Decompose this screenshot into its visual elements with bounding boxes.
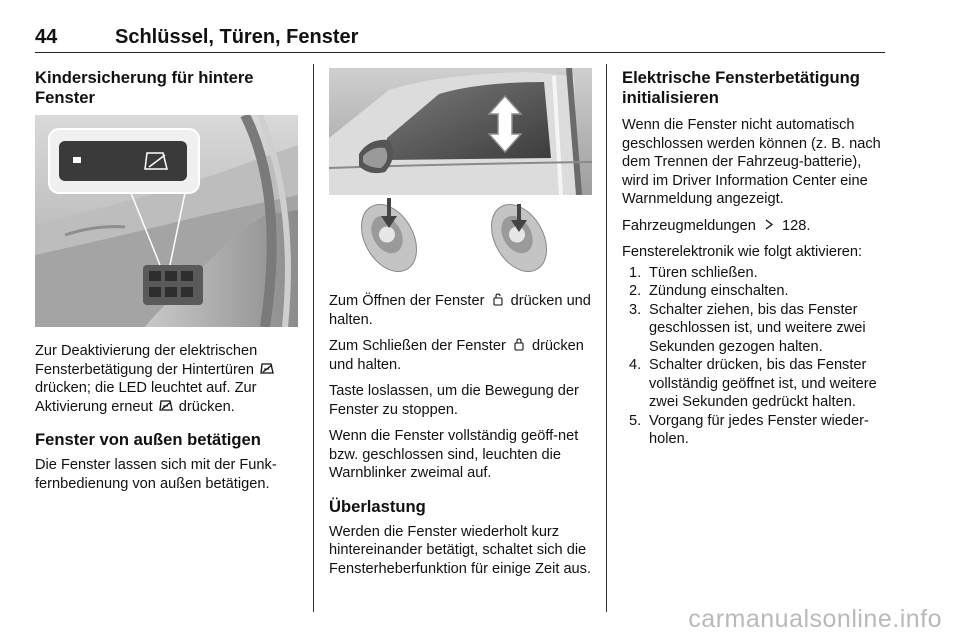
paragraph (329, 292, 593, 329)
step-text: Schalter ziehen, bis das Fenster geschlossen ist, und weitere zwei Sekunden gezogen halten. (649, 301, 866, 355)
child-window-lock-icon (159, 399, 173, 412)
step-number: 5. (629, 412, 642, 429)
paragraph (35, 342, 303, 416)
paragraph: Die Fenster lassen sich mit der Funk-fernbedienung von außen betätigen. (35, 457, 277, 492)
paragraph-text: Zum Öffnen der Fenster (329, 293, 485, 309)
section-heading: Kindersicherung für hintere Fenster (35, 68, 254, 107)
column-1 (35, 68, 301, 116)
page-number: 44 (35, 26, 58, 48)
paragraph-text: drücken und halten. (329, 293, 591, 328)
section-heading: Elektrische Fensterbetätigung initialisieren (622, 68, 860, 107)
step-number: 4. (629, 357, 642, 373)
list-item (622, 412, 887, 449)
paragraph: Fensterelektronik wie folgt aktivieren: (622, 244, 863, 260)
paragraph-text: drücken; die LED leuchtet auf. Zur Aktivierung erneut (35, 380, 257, 415)
section-subheading: Fenster von außen betätigen (35, 430, 261, 449)
watermark: carmanualsonline.info (688, 605, 942, 633)
paragraph (622, 217, 887, 236)
section-subheading: Überlastung (329, 496, 426, 516)
column-divider (606, 64, 607, 612)
car-window-drawing (329, 68, 592, 195)
step-text: Schalter drücken, bis das Fenster vollständig geöffnet ist, und weitere zwei Sekunden gedrückt halten. (649, 357, 877, 410)
paragraph-text: Fahrzeugmeldungen (622, 217, 756, 234)
paragraph (329, 337, 593, 374)
car-window-illustration (329, 68, 592, 195)
page-header (35, 24, 885, 53)
remote-keys-illustration (329, 198, 592, 278)
paragraph: Wenn die Fenster nicht automatisch geschlossen werden können (z. B. nach dem Trennen der Fahrzeug-batterie), wird im Driver Information Center eine Warnmeldung angezeigt. (622, 117, 881, 207)
step-text: Türen schließen. (649, 264, 758, 281)
list-item (622, 282, 887, 301)
paragraph: Werden die Fenster wiederholt kurz hintereinander betätigt, schaltet sich die Fensterheberfunktion für einige Zeit aus. (329, 523, 592, 577)
remote-keys-drawing (329, 198, 592, 278)
column-1-text (35, 342, 303, 501)
child-window-lock-icon (260, 362, 274, 375)
column-divider (313, 64, 314, 612)
door-panel-drawing (35, 115, 298, 327)
key-lock-icon (512, 338, 526, 351)
column-2-text (329, 292, 593, 586)
door-panel-illustration (35, 115, 298, 327)
paragraph-text: drücken. (178, 398, 235, 415)
step-text: Zündung einschalten. (649, 283, 789, 299)
paragraph: Taste loslassen, um die Bewegung der Fenster zu stoppen. (329, 383, 579, 418)
reference-arrow-icon (762, 218, 776, 231)
page-reference: 128. (782, 217, 811, 234)
paragraph-text: Zum Schließen der Fenster (329, 338, 506, 354)
list-item (622, 264, 887, 283)
list-item (622, 356, 887, 412)
step-number: 3. (629, 301, 642, 318)
step-number: 2. (629, 283, 642, 299)
key-unlock-icon (491, 293, 505, 306)
steps-list (622, 264, 887, 449)
chapter-title: Schlüssel, Türen, Fenster (115, 26, 359, 48)
list-item (622, 301, 887, 357)
step-text: Vorgang für jedes Fenster wieder-holen. (649, 412, 869, 447)
column-3 (622, 68, 887, 449)
paragraph: Wenn die Fenster vollständig geöff-net bzw. geschlossen sind, leuchten die Warnblinker zweimal auf. (329, 428, 579, 481)
paragraph-text: drücken und halten. (329, 338, 584, 373)
step-number: 1. (629, 264, 642, 281)
paragraph-text: Zur Deaktivierung der elektrischen Fensterbetätigung der Hintertüren (35, 343, 258, 378)
